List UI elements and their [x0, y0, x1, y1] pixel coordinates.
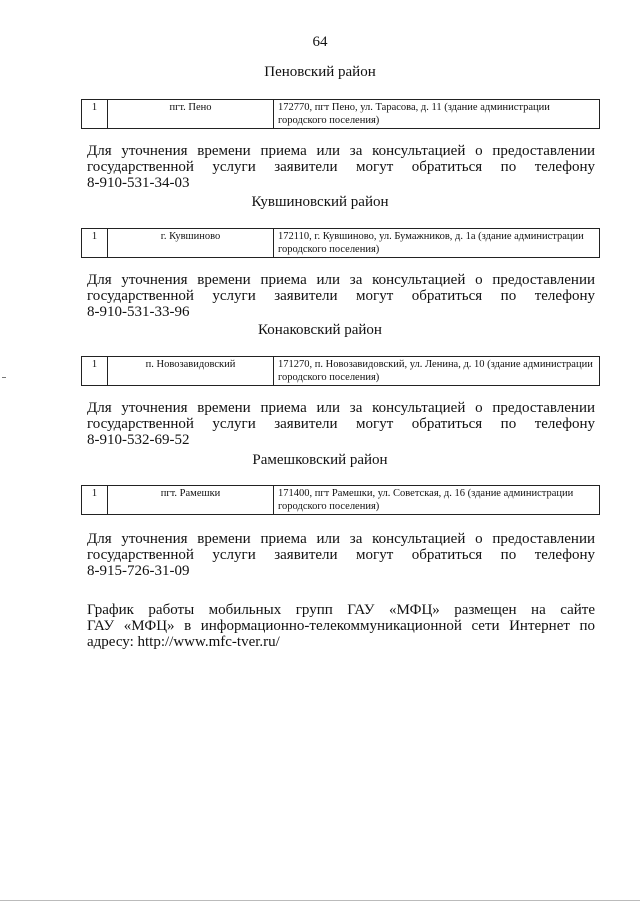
consultation-note-konakovsky [87, 400, 595, 448]
table-row [82, 100, 600, 129]
district-title-kuvshinovsky: Кувшиновский район [251, 194, 389, 210]
table-row [82, 486, 600, 515]
scan-margin-mark [2, 377, 6, 378]
note-line: государственной услуги заявители могут обратиться по телефону [87, 547, 595, 563]
row-number: 1 [82, 229, 108, 258]
phone-number: 8-910-532-69-52 [87, 432, 190, 448]
phone-number: 8-910-531-34-03 [87, 175, 190, 191]
footer-url-line: адресу: http://www.mfc-tver.ru/ [87, 634, 280, 650]
settlement-address: 172770, пгт Пено, ул. Тарасова, д. 11 (здание администрации городского поселения) [274, 100, 600, 129]
row-number: 1 [82, 486, 108, 515]
address-table-kuvshinovsky [81, 228, 600, 258]
note-line: Для уточнения времени приема или за консультацией о предоставлении [87, 400, 595, 416]
table-row [82, 229, 600, 258]
table-row [82, 357, 600, 386]
note-line: государственной услуги заявители могут обратиться по телефону [87, 159, 595, 175]
district-title-konakovsky: Конаковский район [258, 322, 382, 338]
settlement-address: 171270, п. Новозавидовский, ул. Ленина, д. 10 (здание администрации городского поселения) [274, 357, 600, 386]
district-title-penovsky: Пеновский район [264, 64, 376, 80]
address-table-rameshkovsky [81, 485, 600, 515]
phone-number: 8-915-726-31-09 [87, 563, 190, 579]
page-number: 64 [312, 34, 328, 50]
district-title-rameshkovsky: Рамешковский район [252, 452, 388, 468]
note-line: государственной услуги заявители могут обратиться по телефону [87, 416, 595, 432]
consultation-note-kuvshinovsky [87, 272, 595, 320]
settlement-name: г. Кувшиново [108, 229, 274, 258]
consultation-note-penovsky [87, 143, 595, 191]
settlement-name: пгт. Пено [108, 100, 274, 129]
row-number: 1 [82, 357, 108, 386]
row-number: 1 [82, 100, 108, 129]
address-table-penovsky [81, 99, 600, 129]
phone-number: 8-910-531-33-96 [87, 304, 190, 320]
settlement-address: 171400, пгт Рамешки, ул. Советская, д. 16 (здание администрации городского поселения) [274, 486, 600, 515]
note-line: Для уточнения времени приема или за консультацией о предоставлении [87, 143, 595, 159]
note-line: Для уточнения времени приема или за консультацией о предоставлении [87, 272, 595, 288]
footer-line: График работы мобильных групп ГАУ «МФЦ» размещен на сайте [87, 602, 595, 618]
note-line: государственной услуги заявители могут обратиться по телефону [87, 288, 595, 304]
scan-bottom-edge [0, 900, 640, 901]
note-line: Для уточнения времени приема или за консультацией о предоставлении [87, 531, 595, 547]
settlement-name: пгт. Рамешки [108, 486, 274, 515]
footer-line: ГАУ «МФЦ» в информационно-телекоммуникационной сети Интернет по [87, 618, 595, 634]
settlement-address: 172110, г. Кувшиново, ул. Бумажников, д. 1а (здание администрации городского поселения) [274, 229, 600, 258]
consultation-note-rameshkovsky [87, 531, 595, 579]
mobile-groups-schedule-note [87, 602, 595, 650]
address-table-konakovsky [81, 356, 600, 386]
settlement-name: п. Новозавидовский [108, 357, 274, 386]
